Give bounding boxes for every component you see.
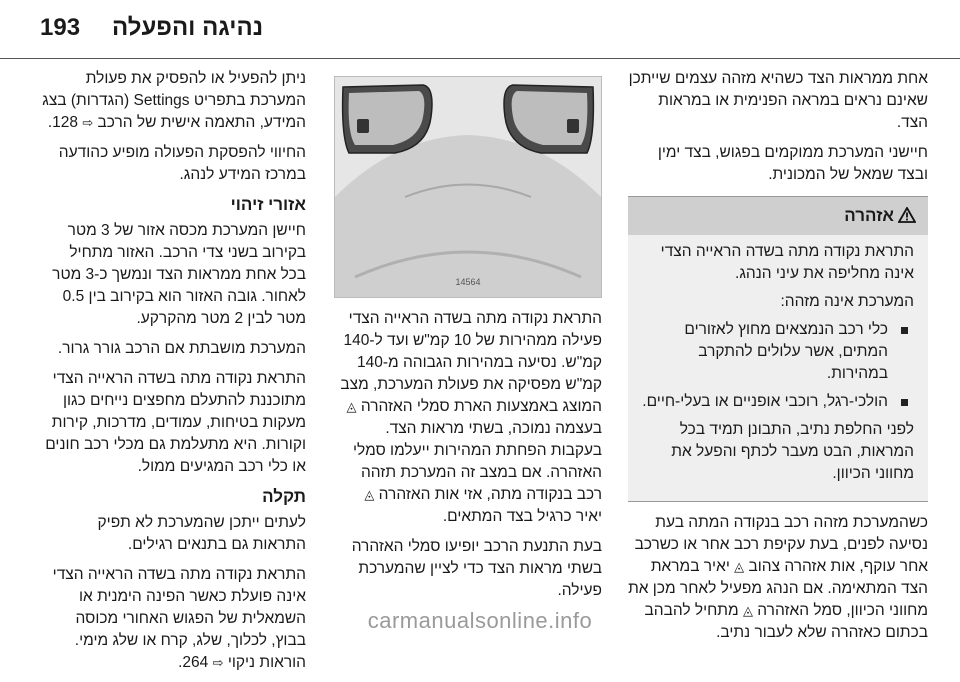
page-reference-icon: ⇨	[82, 115, 94, 130]
paragraph: חיישני המערכת ממוקמים בפגוש, בצד ימין ובצד שמאל של המכונית.	[657, 144, 928, 183]
figure-id: 14564	[455, 277, 481, 287]
page-number: 193	[40, 14, 81, 41]
warning-paragraph: המערכת אינה מזהה:	[780, 293, 914, 310]
list-item: הולכי-רגל, רוכבי אופניים או בעלי-חיים.	[638, 391, 914, 413]
warning-body	[628, 235, 928, 501]
warning-paragraph: לפני החלפת נתיב, התבונן תמיד בכל המראות, הבט מעבר לכתף והפעל את מחווני הכיוון.	[671, 421, 914, 482]
page-reference-icon: ⇨	[212, 655, 224, 670]
middle-column	[336, 76, 602, 610]
warning-box	[628, 196, 928, 502]
paragraph: אחת ממראות הצד כשהיא מזהה עצמים שייתכן שאינם נראים במראה הפנימית או במראות הצד.	[628, 70, 928, 131]
section-heading: תקלה	[262, 487, 306, 506]
blind-spot-warning-icon: ◬	[734, 559, 745, 574]
paragraph: ניתן להפעיל או להפסיק את פעולת המערכת בתפריט Settings (הגדרות) בצג המידע, התאמה אישית של הרכב ⇨ 128.	[42, 70, 306, 131]
warning-list	[638, 319, 914, 413]
paragraph: המערכת מושבתת אם הרכב גורר גרור.	[57, 340, 306, 357]
warning-header	[628, 197, 928, 235]
warning-title: אזהרה	[844, 206, 894, 225]
paragraph: התראת נקודה מתה בשדה הראייה הצדי אינה פועלת כאשר הפינה הימנית או השמאלית של הפגוש האחורי מכוסה בבוץ, לכלוך, שלג, קרח או שלג מימי. הוראות ניקוי ⇨ 264.	[52, 566, 306, 671]
paragraph: לעתים ייתכן שהמערכת לא תפיק התראות גם בתנאים רגילים.	[97, 514, 306, 553]
paragraph: התראת נקודה מתה בשדה הראייה הצדי פעילה ממהירות של 10 קמ"ש ועד ל-140 קמ"ש. נסיעה במהירות הגבוהה מ-140 קמ"ש מפסיקה את פעולת המערכת, מצב המוצג באמצעות הארת סמלי האזהרה ◬ בעצמה נמוכה, בשתי מראות הצד. בעקבות הפחתת המהירות ייעלמו סמלי האזהרה. אם במצב זה המערכת תזהה רכב בנקודה מתה, אזי אות האזהרה ◬ יאיר כרגיל בצד המתאים.	[340, 310, 602, 525]
right-column	[628, 68, 928, 652]
paragraph: התראת נקודה מתה בשדה הראייה הצדי מתוכננת להתעלם מחפצים נייחים כגון מעקות בטיחות, עמודים, מדרכות, קירות וקורות. היא מתעלמת גם מכלי רכב חונים או כלי רכב המגיעים ממול.	[45, 370, 306, 475]
right-mirror	[504, 85, 593, 153]
blind-spot-warning-icon: ◬	[742, 603, 753, 618]
side-mirrors-image	[335, 77, 601, 297]
paragraph: החיווי להפסקת הפעולה מופיע כהודעה במרכז המידע לנהג.	[58, 144, 306, 183]
page-title: נהיגה והפעלה	[112, 14, 264, 41]
list-item: כלי רכב הנמצאים מחוץ לאזורים המתים, אשר עלולים להתקרב במהירות.	[638, 319, 914, 385]
warning-triangle-icon	[898, 207, 916, 223]
paragraph: כשהמערכת מזהה רכב בנקודה המתה בעת נסיעה לפנים, בעת עקיפת רכב אחר או כשרכב אחר עוקף, אות אזהרה צהוב ◬ יאיר במראת הצד המתאימה. אם הנהג מפעיל לאחר מכן את מחווני הכיוון, סמל האזהרה ◬ מתחיל להבהב בכתום כאזהרה שלא לעבור נתיב.	[628, 514, 928, 641]
section-heading: אזורי זיהוי	[230, 195, 306, 214]
blind-spot-warning-icon: ◬	[346, 399, 357, 414]
watermark: carmanualsonline.info	[367, 608, 593, 633]
side-mirror-illustration	[334, 76, 602, 298]
paragraph: בעת התנעת הרכב יופיעו סמלי האזהרה בשתי מראות הצד כדי לציין שהמערכת פעילה.	[351, 538, 602, 599]
left-mirror	[343, 85, 432, 153]
left-column	[40, 68, 306, 682]
blind-spot-warning-icon: ◬	[364, 487, 375, 502]
page-header	[0, 0, 960, 59]
warning-paragraph: התראת נקודה מתה בשדה הראייה הצדי אינה מחליפה את עיני הנהג.	[660, 243, 914, 282]
paragraph: חיישן המערכת מכסה אזור של 3 מטר בקירוב בשני צדי הרכב. האזור מתחיל בכל אחת ממראות הצד ונמשך כ-3 מטר לאחור. גובה האזור הוא בקירוב בין 0.5 מטר לבין 2 מטר מהקרקע.	[52, 222, 306, 327]
